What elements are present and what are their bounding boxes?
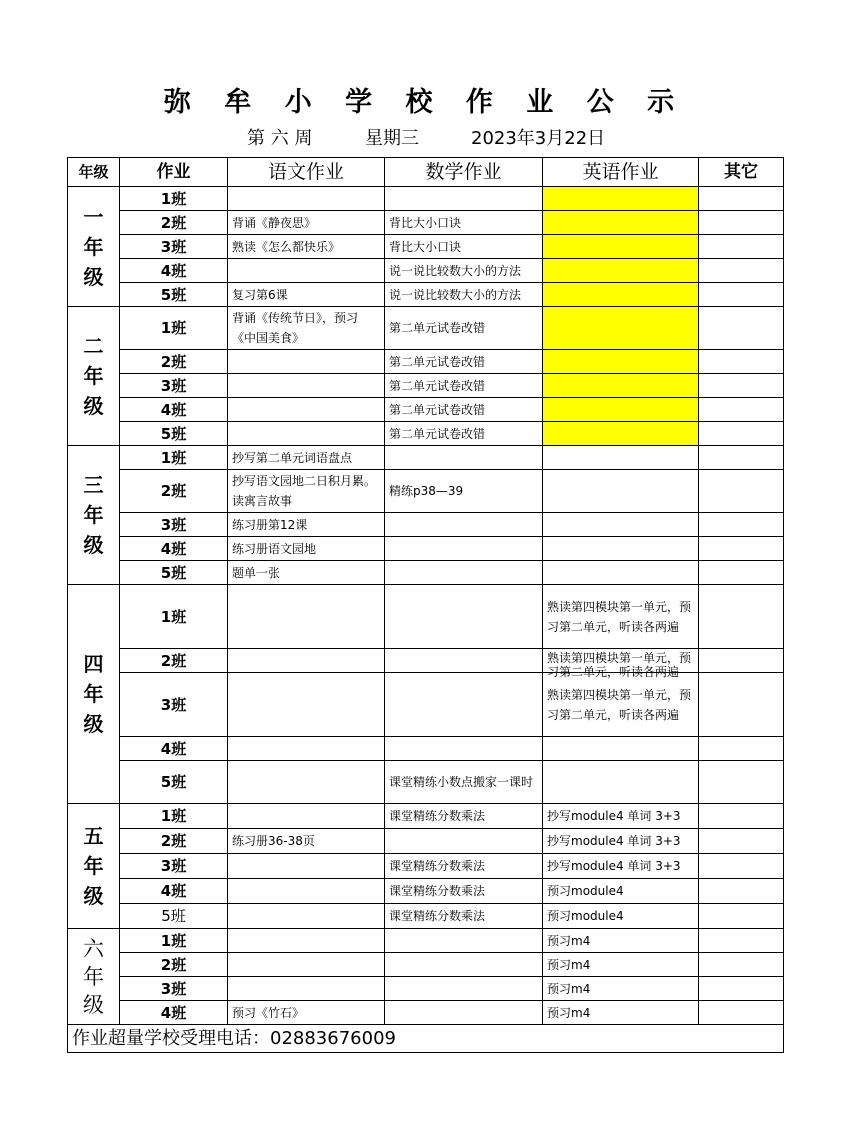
other-cell <box>699 561 784 585</box>
english-cell: 预习m4 <box>543 929 699 953</box>
math-cell <box>385 649 543 673</box>
header-english: 英语作业 <box>543 158 699 187</box>
class-cell: 3班 <box>120 977 228 1001</box>
english-cell <box>543 187 699 211</box>
table-row <box>68 422 784 446</box>
other-cell <box>699 398 784 422</box>
other-cell <box>699 350 784 374</box>
math-cell: 课堂精练分数乘法 <box>385 804 543 829</box>
math-cell: 课堂精练小数点搬家一课时 <box>385 761 543 804</box>
english-cell: 抄写module4 单词 3+3 <box>543 854 699 879</box>
table-row <box>68 953 784 977</box>
header-chinese: 语文作业 <box>228 158 385 187</box>
chinese-cell <box>228 977 385 1001</box>
other-cell <box>699 804 784 829</box>
chinese-cell <box>228 904 385 929</box>
math-cell: 精练p38—39 <box>385 470 543 513</box>
header-math: 数学作业 <box>385 158 543 187</box>
english-cell <box>543 283 699 307</box>
english-cell <box>543 470 699 513</box>
class-cell: 4班 <box>120 737 228 761</box>
math-cell <box>385 737 543 761</box>
english-cell <box>543 446 699 470</box>
table-row <box>68 537 784 561</box>
english-cell <box>543 761 699 804</box>
other-cell <box>699 977 784 1001</box>
english-cell: 熟读第四模块第一单元，预习第二单元，听读各两遍 <box>543 673 699 737</box>
chinese-cell: 熟读《怎么都快乐》 <box>228 235 385 259</box>
class-cell: 3班 <box>120 673 228 737</box>
class-cell: 4班 <box>120 398 228 422</box>
other-cell <box>699 283 784 307</box>
math-cell <box>385 187 543 211</box>
math-cell <box>385 537 543 561</box>
math-cell: 课堂精练分数乘法 <box>385 854 543 879</box>
chinese-cell <box>228 422 385 446</box>
other-cell <box>699 585 784 649</box>
grade-label <box>68 929 120 1025</box>
class-cell: 3班 <box>120 374 228 398</box>
math-cell: 第二单元试卷改错 <box>385 422 543 446</box>
class-cell: 2班 <box>120 350 228 374</box>
other-cell <box>699 470 784 513</box>
weekday-label: 星期三 <box>365 128 419 149</box>
english-cell: 预习m4 <box>543 953 699 977</box>
class-cell: 3班 <box>120 854 228 879</box>
class-cell: 1班 <box>120 585 228 649</box>
chinese-cell <box>228 673 385 737</box>
grade-name: 一 年 级 <box>83 204 104 289</box>
week-label: 第 六 周 <box>247 128 313 149</box>
table-row <box>68 259 784 283</box>
other-cell <box>699 879 784 904</box>
math-cell <box>385 513 543 537</box>
math-cell: 第二单元试卷改错 <box>385 307 543 350</box>
other-cell <box>699 235 784 259</box>
other-cell <box>699 1001 784 1025</box>
grade-label <box>68 804 120 929</box>
class-cell: 2班 <box>120 953 228 977</box>
chinese-cell: 背诵《静夜思》 <box>228 211 385 235</box>
grade-name: 五 年 级 <box>83 824 104 908</box>
class-cell: 1班 <box>120 187 228 211</box>
math-cell: 第二单元试卷改错 <box>385 374 543 398</box>
class-cell: 2班 <box>120 649 228 673</box>
table-row <box>68 187 784 211</box>
table-header-row <box>68 158 784 187</box>
other-cell <box>699 761 784 804</box>
chinese-cell: 练习册36-38页 <box>228 829 385 854</box>
chinese-cell <box>228 649 385 673</box>
complaint-hotline: 作业超量学校受理电话：02883676009 <box>68 1025 784 1053</box>
table-row <box>68 1001 784 1025</box>
class-cell: 4班 <box>120 537 228 561</box>
chinese-cell <box>228 854 385 879</box>
footer-row <box>68 1025 784 1053</box>
other-cell <box>699 446 784 470</box>
table-row <box>68 929 784 953</box>
chinese-cell: 练习册第12课 <box>228 513 385 537</box>
table-row <box>68 561 784 585</box>
math-cell <box>385 1001 543 1025</box>
class-cell: 5班 <box>120 283 228 307</box>
math-cell: 课堂精练分数乘法 <box>385 904 543 929</box>
other-cell <box>699 259 784 283</box>
english-cell <box>543 374 699 398</box>
other-cell <box>699 374 784 398</box>
table-row <box>68 585 784 649</box>
other-cell <box>699 649 784 673</box>
math-cell: 说一说比较数大小的方法 <box>385 283 543 307</box>
page-title: 弥 牟 小 学 校 作 业 公 示 <box>163 87 687 118</box>
other-cell <box>699 211 784 235</box>
math-cell: 背比大小口诀 <box>385 235 543 259</box>
chinese-cell <box>228 350 385 374</box>
class-cell: 5班 <box>120 422 228 446</box>
math-cell <box>385 673 543 737</box>
math-cell <box>385 585 543 649</box>
table-row <box>68 235 784 259</box>
date-label: 2023年3月22日 <box>471 128 606 149</box>
table-row <box>68 350 784 374</box>
grade-name: 六 年 级 <box>83 936 104 1017</box>
chinese-cell <box>228 761 385 804</box>
other-cell <box>699 673 784 737</box>
other-cell <box>699 854 784 879</box>
table-row <box>68 398 784 422</box>
grade-label <box>68 307 120 446</box>
other-cell <box>699 953 784 977</box>
header-homework: 作业 <box>120 158 228 187</box>
english-cell <box>543 398 699 422</box>
math-cell: 第二单元试卷改错 <box>385 350 543 374</box>
english-cell: 预习module4 <box>543 904 699 929</box>
chinese-cell <box>228 398 385 422</box>
table-row <box>68 470 784 513</box>
chinese-cell: 练习册语文园地 <box>228 537 385 561</box>
class-cell: 3班 <box>120 235 228 259</box>
other-cell <box>699 187 784 211</box>
class-cell: 4班 <box>120 259 228 283</box>
grade-label <box>68 446 120 585</box>
table-row <box>68 446 784 470</box>
other-cell <box>699 904 784 929</box>
chinese-cell: 抄写语文园地二日积月累。读寓言故事 <box>228 470 385 513</box>
english-cell <box>543 350 699 374</box>
english-cell: 预习module4 <box>543 879 699 904</box>
math-cell: 第二单元试卷改错 <box>385 398 543 422</box>
other-cell <box>699 307 784 350</box>
english-cell <box>543 537 699 561</box>
chinese-cell <box>228 804 385 829</box>
chinese-cell <box>228 737 385 761</box>
chinese-cell <box>228 929 385 953</box>
table-row <box>68 513 784 537</box>
math-cell <box>385 446 543 470</box>
chinese-cell <box>228 585 385 649</box>
chinese-cell: 抄写第二单元词语盘点 <box>228 446 385 470</box>
class-cell: 4班 <box>120 879 228 904</box>
other-cell <box>699 737 784 761</box>
math-cell <box>385 561 543 585</box>
math-cell: 课堂精练分数乘法 <box>385 879 543 904</box>
class-cell: 3班 <box>120 513 228 537</box>
english-cell <box>543 259 699 283</box>
table-row <box>68 649 784 673</box>
grade-name: 四 年 级 <box>83 652 104 736</box>
math-cell <box>385 977 543 1001</box>
english-cell <box>543 307 699 350</box>
table-row <box>68 804 784 829</box>
grade-label <box>68 585 120 804</box>
table-row <box>68 829 784 854</box>
chinese-cell <box>228 953 385 977</box>
other-cell <box>699 929 784 953</box>
table-row <box>68 904 784 929</box>
header-grade: 年级 <box>68 158 120 187</box>
chinese-cell <box>228 187 385 211</box>
english-cell: 预习m4 <box>543 977 699 1001</box>
table-row <box>68 854 784 879</box>
table-row <box>68 283 784 307</box>
grade-name: 三 年 级 <box>83 473 104 557</box>
english-cell <box>543 737 699 761</box>
english-cell: 抄写module4 单词 3+3 <box>543 804 699 829</box>
header-other: 其它 <box>699 158 784 187</box>
english-cell <box>543 649 699 679</box>
english-cell: 抄写module4 单词 3+3 <box>543 829 699 854</box>
table-row <box>68 761 784 804</box>
chinese-cell <box>228 374 385 398</box>
table-row <box>68 374 784 398</box>
chinese-cell <box>228 259 385 283</box>
class-cell: 1班 <box>120 929 228 953</box>
table-row <box>68 977 784 1001</box>
class-cell: 2班 <box>120 829 228 854</box>
grade-label <box>68 187 120 307</box>
class-cell: 5班 <box>120 904 228 929</box>
class-cell: 2班 <box>120 211 228 235</box>
table-row <box>68 673 784 737</box>
math-cell: 背比大小口诀 <box>385 211 543 235</box>
class-cell: 2班 <box>120 470 228 513</box>
class-cell: 1班 <box>120 307 228 350</box>
english-cell <box>543 561 699 585</box>
chinese-cell: 预习《竹石》 <box>228 1001 385 1025</box>
math-cell <box>385 953 543 977</box>
table-row <box>68 879 784 904</box>
class-cell: 1班 <box>120 804 228 829</box>
chinese-cell: 复习第6课 <box>228 283 385 307</box>
other-cell <box>699 829 784 854</box>
other-cell <box>699 513 784 537</box>
english-cell <box>543 513 699 537</box>
english-cell: 熟读第四模块第一单元，预习第二单元，听读各两遍 <box>543 585 699 649</box>
class-cell: 5班 <box>120 761 228 804</box>
chinese-cell: 背诵《传统节日》，预习《中国美食》 <box>228 307 385 350</box>
other-cell <box>699 537 784 561</box>
english-cell <box>543 211 699 235</box>
other-cell <box>699 422 784 446</box>
grade-name: 二 年 级 <box>83 334 104 418</box>
math-cell <box>385 829 543 854</box>
table-row <box>68 307 784 350</box>
homework-table <box>67 157 784 1053</box>
math-cell <box>385 929 543 953</box>
english-cell: 预习m4 <box>543 1001 699 1025</box>
class-cell: 5班 <box>120 561 228 585</box>
table-row <box>68 737 784 761</box>
english-cell <box>543 422 699 446</box>
chinese-cell <box>228 879 385 904</box>
english-cell-text: 熟读第四模块第一单元，预习第二单元，听读各两遍 <box>547 650 692 679</box>
chinese-cell: 题单一张 <box>228 561 385 585</box>
class-cell: 1班 <box>120 446 228 470</box>
english-cell <box>543 235 699 259</box>
table-row <box>68 211 784 235</box>
class-cell: 4班 <box>120 1001 228 1025</box>
math-cell: 说一说比较数大小的方法 <box>385 259 543 283</box>
